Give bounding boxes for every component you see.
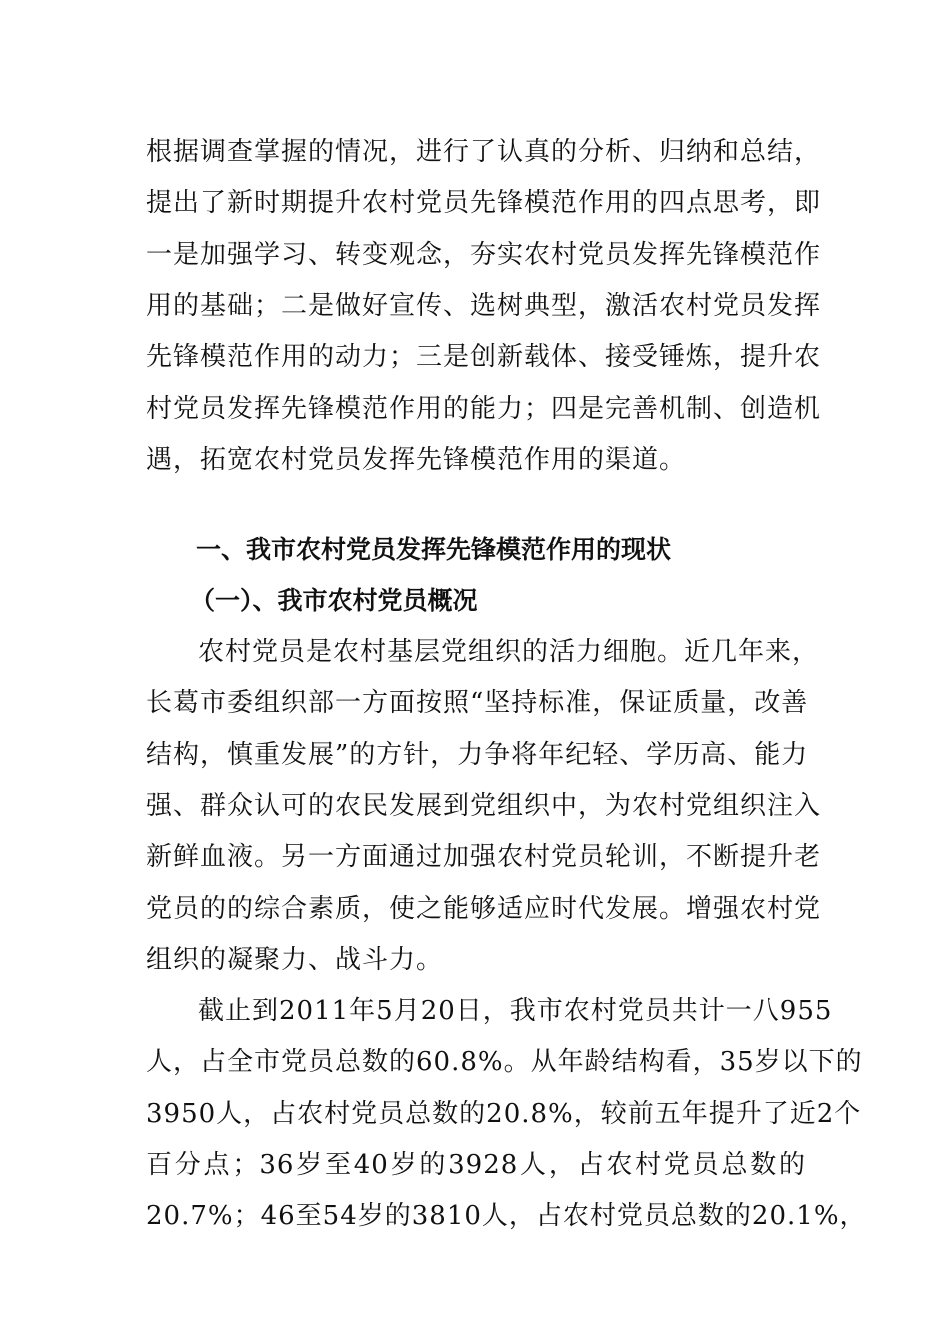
overview-line-7: 组织的凝聚力、战斗力。 xyxy=(146,945,444,975)
overview-line-1: 农村党员是农村基层党组织的活力细胞。近几年来， xyxy=(198,637,820,667)
section-heading: 一、我市农村党员发挥先锋模范作用的现状 xyxy=(196,535,672,564)
overview-line-2: 长葛市委组织部一方面按照“坚持标准，保证质量，改善 xyxy=(146,688,809,718)
stats-line-4: 百分点；36岁至40岁的3928人，占农村党员总数的 xyxy=(146,1150,806,1180)
overview-line-5: 新鲜血液。另一方面通过加强农村党员轮训，不断提升老 xyxy=(146,842,822,872)
stats-line-5: 20.7%；46至54岁的3810人，占农村党员总数的20.1%， xyxy=(146,1201,867,1231)
overview-line-6: 党员的的综合素质，使之能够适应时代发展。增强农村党 xyxy=(146,894,822,924)
intro-line-6: 村党员发挥先锋模范作用的能力；四是完善机制、创造机 xyxy=(146,394,822,424)
stats-line-3: 3950人，占农村党员总数的20.8%，较前五年提升了近2个 xyxy=(146,1099,862,1129)
intro-line-3: 一是加强学习、转变观念，夯实农村党员发挥先锋模范作 xyxy=(146,240,822,270)
overview-line-3: 结构，慎重发展”的方针，力争将年纪轻、学历高、能力 xyxy=(146,740,809,770)
stats-line-1: 截止到2011年5月20日，我市农村党员共计一八955 xyxy=(198,996,833,1026)
intro-line-4: 用的基础；二是做好宣传、选树典型，激活农村党员发挥 xyxy=(146,291,822,321)
intro-line-2: 提出了新时期提升农村党员先锋模范作用的四点思考，即 xyxy=(146,188,822,218)
overview-line-4: 强、群众认可的农民发展到党组织中，为农村党组织注入 xyxy=(146,791,822,821)
intro-line-5: 先锋模范作用的动力；三是创新载体、接受锤炼，提升农 xyxy=(146,342,822,372)
intro-line-7: 遇，拓宽农村党员发挥先锋模范作用的渠道。 xyxy=(146,445,687,475)
subsection-heading: （一）、我市农村党员概况 xyxy=(190,586,478,615)
stats-line-2: 人，占全市党员总数的60.8%。从年龄结构看，35岁以下的 xyxy=(146,1047,863,1077)
intro-line-1: 根据调查掌握的情况，进行了认真的分析、归纳和总结， xyxy=(146,137,822,167)
